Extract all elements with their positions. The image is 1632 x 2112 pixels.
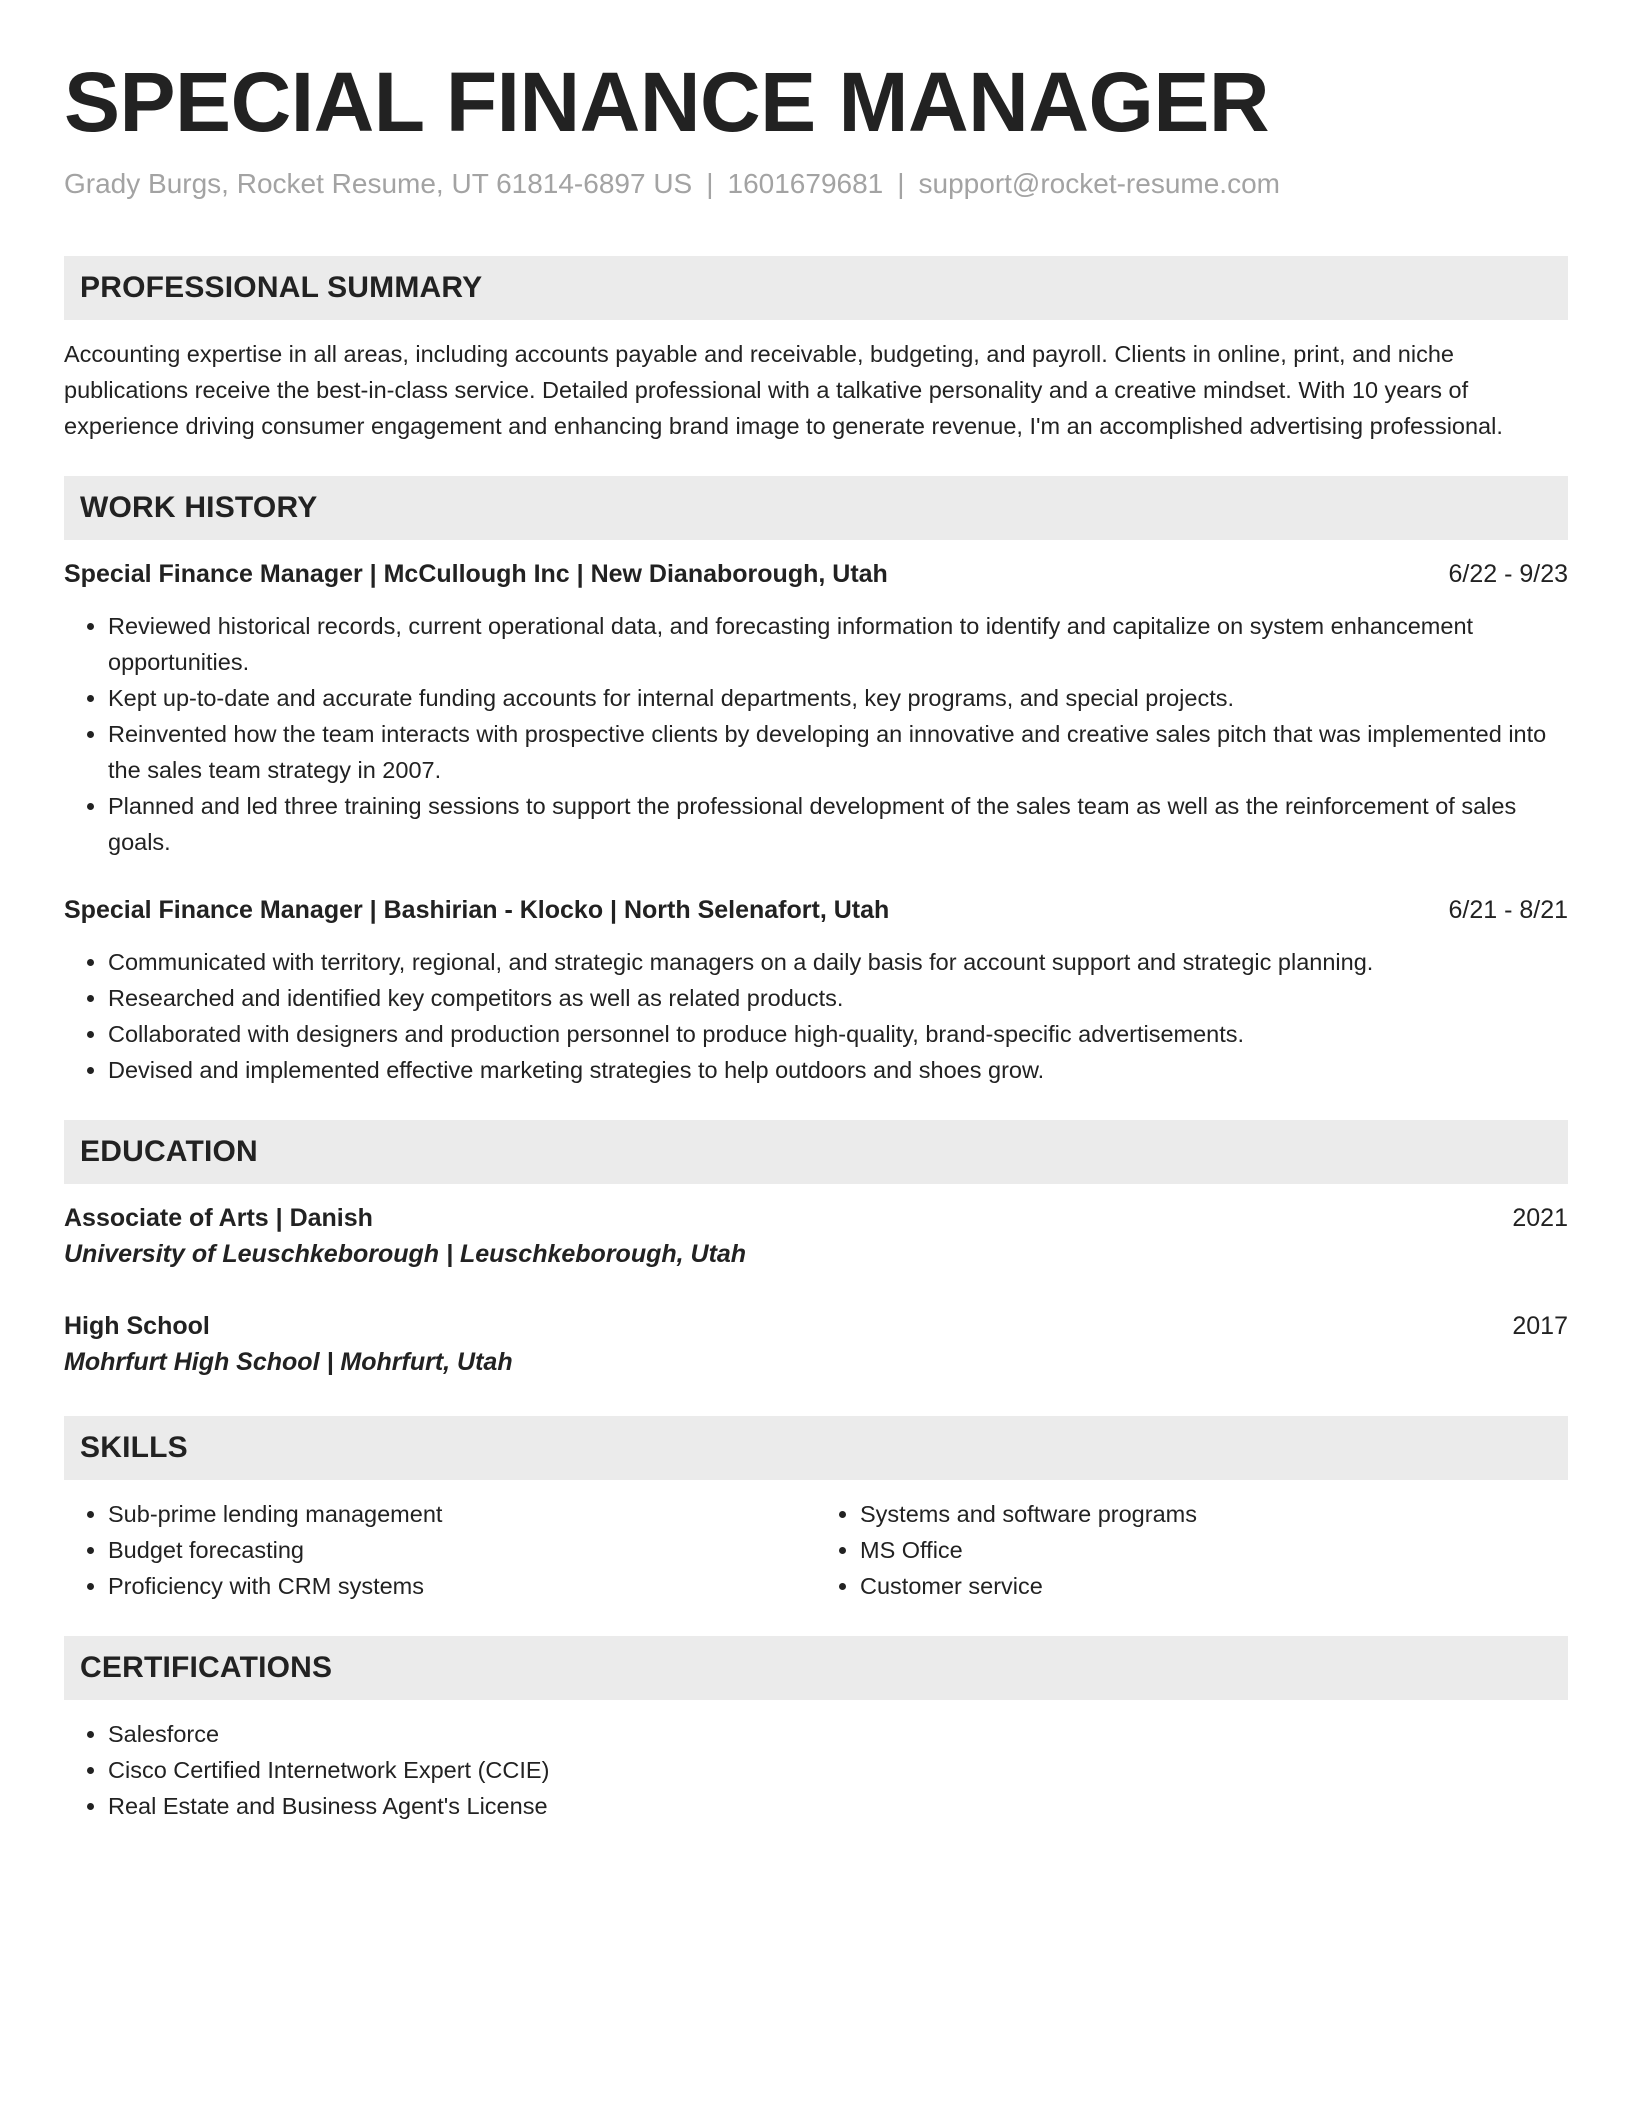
job-header xyxy=(64,556,1568,592)
skills-column-left xyxy=(64,1496,816,1604)
job-bullets xyxy=(64,944,1568,1088)
education-header xyxy=(64,1200,1568,1236)
resume-title: SPECIAL FINANCE MANAGER xyxy=(64,55,1270,149)
certification-list xyxy=(64,1716,1568,1824)
job-title: Special Finance Manager | McCullough Inc | New Dianaborough, Utah xyxy=(64,560,888,588)
job-bullet: • Planned and led three training sessions to support the professional development of the sales team as well as the reinforcement of sales goals. xyxy=(108,788,1568,860)
contact-phone: 1601679681 xyxy=(727,168,884,199)
certifications-section xyxy=(64,1636,1568,1824)
contact-separator: | xyxy=(706,168,714,199)
contact-address: Grady Burgs, Rocket Resume, UT 61814-6897 US xyxy=(64,168,693,199)
job-bullet: • Devised and implemented effective marketing strategies to help outdoors and shoes grow. xyxy=(108,1052,1568,1088)
contact-line xyxy=(64,164,1568,204)
job-entry xyxy=(64,556,1568,860)
contact-separator: | xyxy=(897,168,905,199)
job-dates: 6/21 - 8/21 xyxy=(1448,896,1568,924)
education-degree: Associate of Arts | Danish xyxy=(64,1204,373,1232)
job-bullet: • Collaborated with designers and production personnel to produce high-quality, brand-specific advertisements. xyxy=(108,1016,1568,1052)
skill-item: • Proficiency with CRM systems xyxy=(108,1568,816,1604)
section-heading: EDUCATION xyxy=(64,1120,1568,1184)
education-school: University of Leuschkeborough | Leuschkeborough, Utah xyxy=(64,1240,747,1268)
job-header xyxy=(64,892,1568,928)
skills-column-right xyxy=(816,1496,1568,1604)
skill-item: • Budget forecasting xyxy=(108,1532,816,1568)
education-degree: High School xyxy=(64,1312,210,1340)
section-heading: SKILLS xyxy=(64,1416,1568,1480)
education-entry xyxy=(64,1200,1568,1272)
education-entry xyxy=(64,1308,1568,1380)
job-bullet: • Communicated with territory, regional, and strategic managers on a daily basis for account support and strategic planning. xyxy=(108,944,1568,980)
job-bullet: • Reviewed historical records, current operational data, and forecasting information to identify and capitalize on system enhancement opportunities. xyxy=(108,608,1568,680)
work-history-section xyxy=(64,476,1568,1088)
skill-item: • Sub-prime lending management xyxy=(108,1496,816,1532)
job-entry xyxy=(64,892,1568,1088)
section-heading: WORK HISTORY xyxy=(64,476,1568,540)
education-year: 2017 xyxy=(1512,1312,1568,1340)
job-bullet: • Kept up-to-date and accurate funding accounts for internal departments, key programs, and special projects. xyxy=(108,680,1568,716)
summary-text: Accounting expertise in all areas, including accounts payable and receivable, budgeting, and payroll. Clients in online, print, and niche publications receive the best-in-class service. Detailed professional with a talkative personality and a creative mindset. With 10 years of experience driving consumer engagement and enhancing brand image to generate revenue, I'm an accomplished advertising professional. xyxy=(64,341,1503,439)
certification-item: • Salesforce xyxy=(108,1716,1568,1752)
certification-item: • Real Estate and Business Agent's License xyxy=(108,1788,1568,1824)
job-bullets xyxy=(64,608,1568,860)
summary-section xyxy=(64,256,1568,444)
skill-item: • Customer service xyxy=(860,1568,1568,1604)
skills-section xyxy=(64,1416,1568,1604)
education-header xyxy=(64,1308,1568,1344)
education-school: Mohrfurt High School | Mohrfurt, Utah xyxy=(64,1348,513,1376)
skill-item: • Systems and software programs xyxy=(860,1496,1568,1532)
job-bullet: • Researched and identified key competitors as well as related products. xyxy=(108,980,1568,1016)
contact-email: support@rocket-resume.com xyxy=(918,168,1280,199)
job-bullet: • Reinvented how the team interacts with prospective clients by developing an innovative and creative sales pitch that was implemented into the sales team strategy in 2007. xyxy=(108,716,1568,788)
job-dates: 6/22 - 9/23 xyxy=(1448,560,1568,588)
education-section xyxy=(64,1120,1568,1380)
skill-item: • MS Office xyxy=(860,1532,1568,1568)
section-heading: PROFESSIONAL SUMMARY xyxy=(64,256,1568,320)
certification-item: • Cisco Certified Internetwork Expert (CCIE) xyxy=(108,1752,1568,1788)
education-year: 2021 xyxy=(1512,1204,1568,1232)
skills-grid xyxy=(64,1496,1568,1604)
section-heading: CERTIFICATIONS xyxy=(64,1636,1568,1700)
job-title: Special Finance Manager | Bashirian - Klocko | North Selenafort, Utah xyxy=(64,896,890,924)
